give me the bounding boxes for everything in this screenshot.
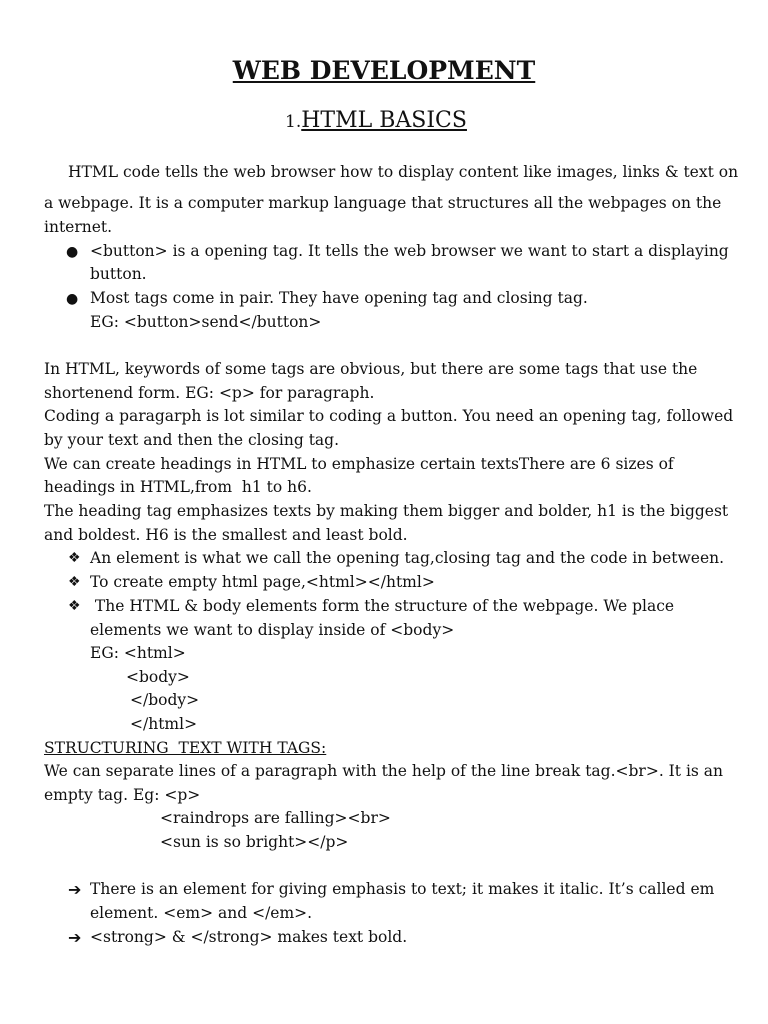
section-heading: STRUCTURING TEXT WITH TAGS:: [44, 739, 327, 757]
section-title-text: HTML BASICS: [301, 108, 467, 133]
paragraph-line: headings in HTML,from h1 to h6.: [44, 478, 312, 496]
paragraph-line: Coding a paragarph is lot similar to coding a button. You need an opening tag, followed: [44, 407, 734, 425]
bullet-line: <strong> & </strong> makes text bold.: [90, 928, 408, 946]
bullet-line: The HTML & body elements form the structure of the webpage. We place: [90, 597, 675, 615]
bullet-line: <button> is a opening tag. It tells the web browser we want to start a displaying: [90, 242, 729, 260]
diamond-bullet-icon: ❖: [68, 598, 81, 614]
code-example-line: EG: <html>: [90, 644, 186, 662]
section-line: empty tag. Eg: <p>: [44, 786, 201, 804]
diamond-bullet-icon: ❖: [68, 574, 81, 590]
code-example-line: </html>: [130, 715, 198, 733]
bullet-line: To create empty html page,<html></html>: [90, 573, 435, 591]
bullet-line: elements we want to display inside of <body>: [90, 621, 455, 639]
document-title: WEB DEVELOPMENT: [232, 56, 536, 85]
bullet-line: EG: <button>send</button>: [90, 313, 322, 331]
bullet-line: Most tags come in pair. They have opening tag and closing tag.: [90, 289, 588, 307]
dot-bullet-icon: ●: [66, 291, 79, 307]
arrow-bullet-icon: ➔: [68, 880, 82, 899]
bullet-line: button.: [90, 265, 147, 283]
paragraph-line: The heading tag emphasizes texts by making them bigger and bolder, h1 is the biggest: [44, 502, 729, 520]
arrow-bullet-icon: ➔: [68, 928, 82, 947]
code-example-line: </body>: [130, 691, 200, 709]
paragraph-line: We can create headings in HTML to emphasize certain textsThere are 6 sizes of: [44, 455, 674, 473]
section-line: We can separate lines of a paragraph with the help of the line break tag.<br>. It is an: [44, 762, 724, 780]
intro-line: a webpage. It is a computer markup language that structures all the webpages on the: [44, 194, 722, 212]
section-title: [0, 110, 752, 132]
code-example-line: <body>: [126, 668, 190, 686]
paragraph-line: shortenend form. EG: <p> for paragraph.: [44, 384, 375, 402]
code-example-line: <raindrops are falling><br>: [160, 809, 391, 827]
section-number: 1.: [285, 112, 302, 132]
paragraph-line: In HTML, keywords of some tags are obvious, but there are some tags that use the: [44, 360, 698, 378]
paragraph-line: by your text and then the closing tag.: [44, 431, 340, 449]
paragraph-line: and boldest. H6 is the smallest and least bold.: [44, 526, 408, 544]
diamond-bullet-icon: ❖: [68, 550, 81, 566]
intro-line: internet.: [44, 218, 113, 236]
bullet-line: element. <em> and </em>.: [90, 904, 313, 922]
bullet-line: There is an element for giving emphasis to text; it makes it italic. It’s called em: [90, 880, 715, 898]
bullet-line: An element is what we call the opening tag,closing tag and the code in between.: [90, 549, 725, 567]
intro-line: HTML code tells the web browser how to display content like images, links & text on: [68, 163, 739, 181]
dot-bullet-icon: ●: [66, 244, 79, 260]
code-example-line: <sun is so bright></p>: [160, 833, 349, 851]
